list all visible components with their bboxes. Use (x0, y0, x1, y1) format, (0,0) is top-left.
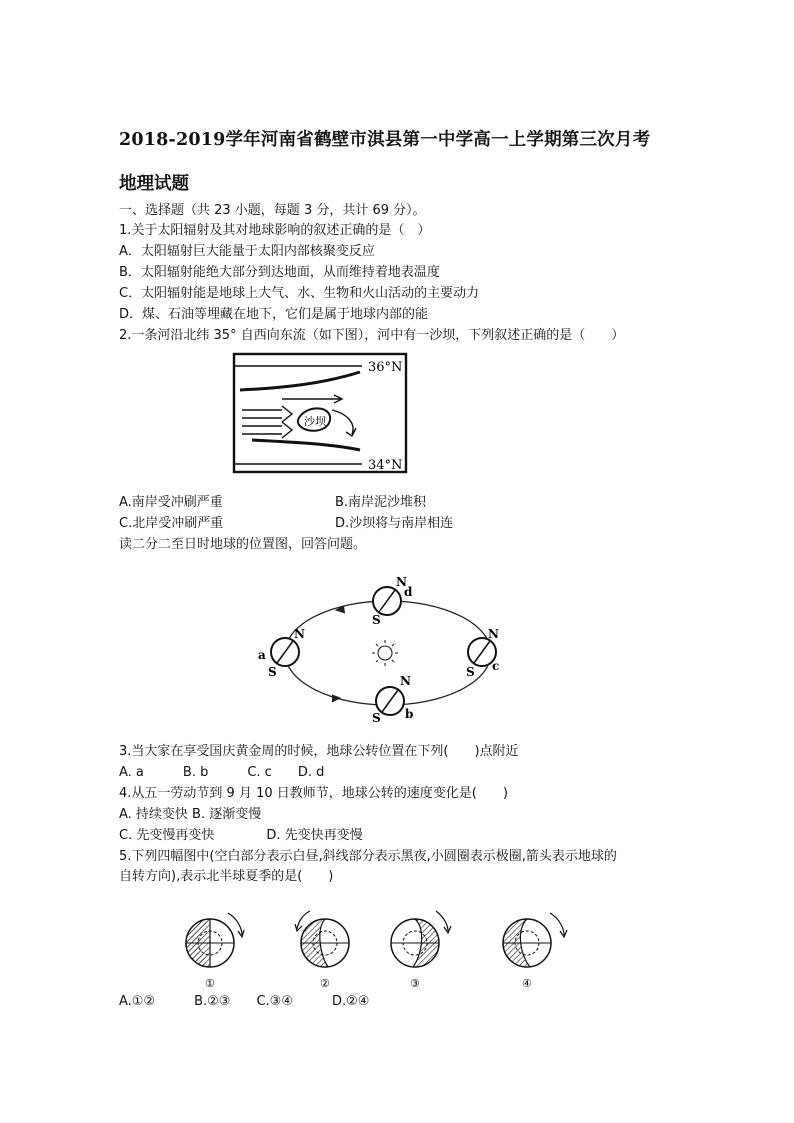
earth-c-south: S (466, 665, 475, 679)
q3-stem: 3.当大家在享受国庆黄金周的时候，地球公转位置在下列( )点附近 (119, 744, 519, 759)
orbit-arrow-bottom (332, 695, 340, 702)
south-bank (252, 440, 360, 450)
earth-d-label: d (404, 585, 413, 599)
diagram-2-label: ② (320, 977, 330, 990)
q1-option-a: A．太阳辐射巨大能量于太阳内部核聚变反应 (119, 244, 375, 259)
earth-a-label: a (258, 648, 266, 662)
q2-option-d: D.沙坝将与南岸相连 (335, 516, 454, 531)
q1-option-c: C．太阳辐射能是地球上大气、水、生物和火山活动的主要动力 (119, 286, 480, 301)
earth-d (372, 575, 413, 627)
diagram-1 (186, 913, 244, 990)
earth-b (372, 674, 413, 725)
earth-b-north: N (400, 674, 411, 688)
section-heading: 一、选择题（共 23 小题，每题 3 分，共计 69 分）。 (119, 203, 426, 218)
north-bank (240, 372, 360, 390)
q5-options: A.①② B.②③ C.③④ D.②④ (119, 994, 370, 1009)
q2-option-b: B.南岸泥沙堆积 (335, 495, 427, 510)
diagram-2 (295, 911, 349, 990)
orbit-figure (258, 570, 508, 730)
earth-d-south: S (372, 613, 381, 627)
diagram-4 (503, 913, 567, 990)
q5-stem-line1: 5.下列四幅图中(空白部分表示白昼,斜线部分表示黑夜,小圆圈表示极圈,箭头表示地球的 (119, 849, 617, 864)
earth-c-north: N (488, 627, 499, 641)
page-title: 2018-2019学年河南省鹤壁市淇县第一中学高一上学期第三次月考 (119, 130, 651, 150)
earth-a-south: S (268, 665, 277, 679)
q4-options-ab: A. 持续变快 B. 逐渐变慢 (119, 807, 262, 822)
diagram-3-label: ③ (410, 977, 420, 990)
earth-b-south: S (372, 711, 381, 725)
diagram-4-label: ④ (522, 977, 532, 990)
earth-d-north: N (396, 575, 407, 589)
q1-option-d: D．煤、石油等埋藏在地下，它们是属于地球内部的能 (119, 307, 429, 322)
diagram-1-label: ① (205, 977, 215, 990)
q4-options-cd: C. 先变慢再变快 D. 先变快再变慢 (119, 828, 363, 843)
earth-a (258, 627, 305, 679)
q2-option-a: A.南岸受冲刷严重 (119, 495, 223, 510)
reading-instruction: 读二分二至日时地球的位置图，回答问题。 (119, 537, 367, 552)
earth-b-label: b (405, 707, 414, 721)
river-figure (232, 352, 412, 476)
page-subtitle: 地理试题 (119, 174, 189, 194)
lat-36-label: 36°N (368, 360, 403, 375)
day-night-figure (178, 905, 588, 995)
earth-a-north: N (294, 627, 305, 641)
sand-bar-label: 沙坝 (304, 415, 326, 428)
q5-stem-line2: 自转方向),表示北半球夏季的是( ) (119, 869, 334, 884)
q1-stem: 1.关于太阳辐射及其对地球影响的叙述正确的是（ ） (119, 223, 431, 238)
earth-c (466, 627, 499, 679)
q2-stem: 2.一条河沿北纬 35° 自西向东流（如下图），河中有一沙坝，下列叙述正确的是（ ） (119, 328, 625, 343)
q4-stem: 4.从五一劳动节到 9 月 10 日教师节，地球公转的速度变化是( ) (119, 786, 508, 801)
q2-option-c: C.北岸受冲刷严重 (119, 516, 224, 531)
sun-icon (372, 640, 398, 666)
q1-option-b: B．太阳辐射能绝大部分到达地面，从而维持着地表温度 (119, 265, 440, 280)
earth-c-label: c (492, 659, 500, 673)
diagram-3 (391, 911, 451, 990)
lat-34-label: 34°N (368, 458, 403, 473)
q3-options: A. a B. b C. c D. d (119, 765, 325, 780)
